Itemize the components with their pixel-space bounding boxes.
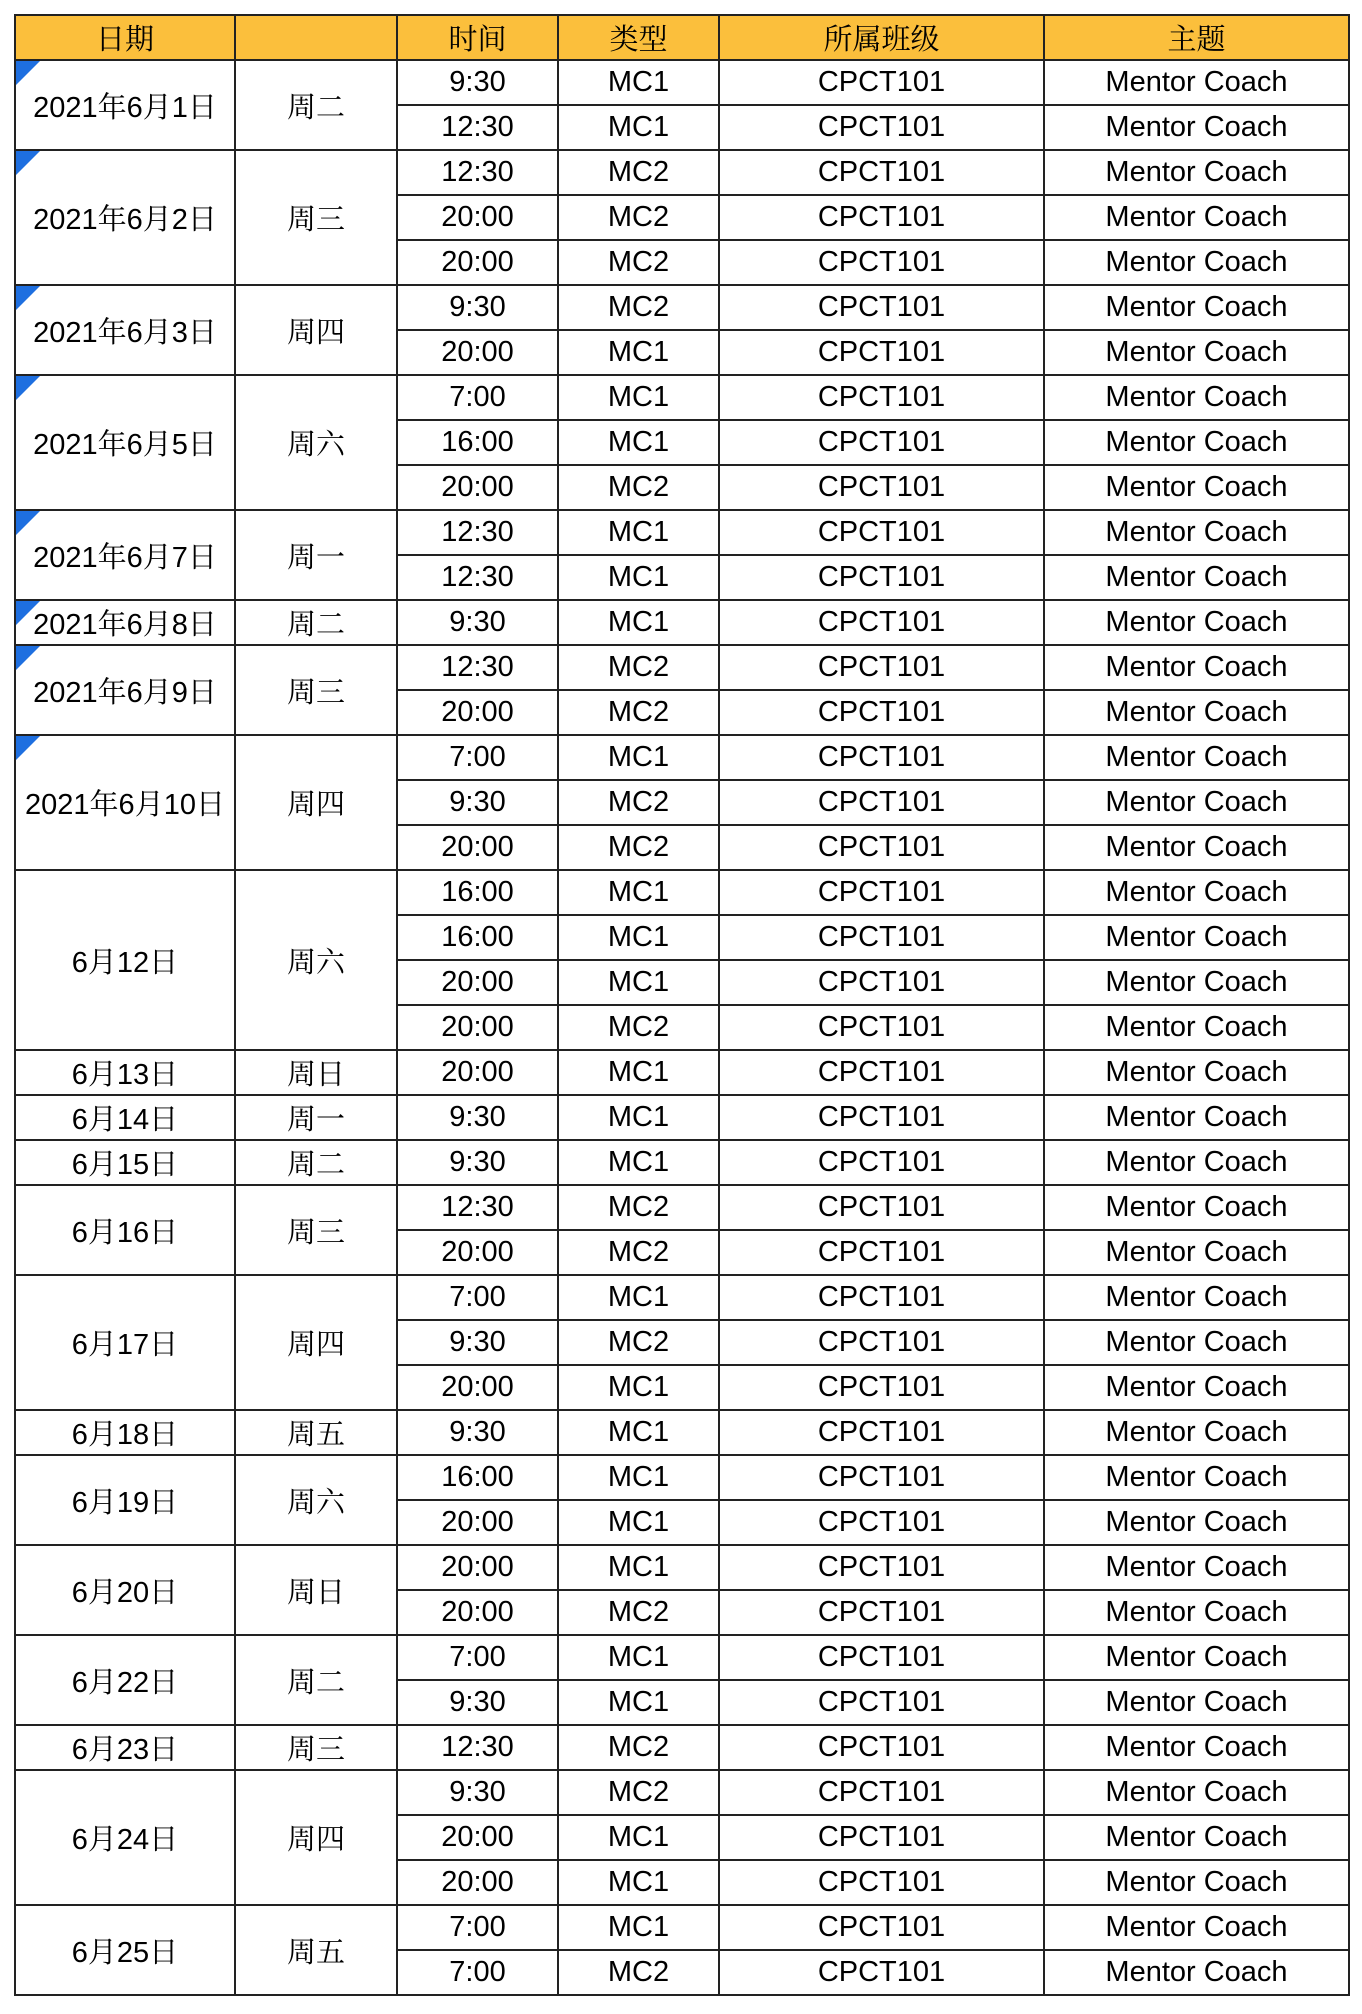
type-cell[interactable]: MC1: [558, 870, 719, 915]
type-cell[interactable]: MC2: [558, 150, 719, 195]
type-cell[interactable]: MC1: [558, 555, 719, 600]
date-text: 2021年6月9日: [33, 676, 217, 709]
weekday-cell[interactable]: 周二: [235, 60, 397, 150]
date-cell[interactable]: [15, 1725, 235, 1770]
time-cell[interactable]: 7:00: [397, 1275, 558, 1320]
comment-marker-icon: [16, 376, 40, 400]
weekday-cell[interactable]: 周六: [235, 1455, 397, 1545]
type-cell[interactable]: MC2: [558, 780, 719, 825]
type-cell[interactable]: MC2: [558, 690, 719, 735]
time-cell[interactable]: 20:00: [397, 1230, 558, 1275]
time-cell[interactable]: 20:00: [397, 1590, 558, 1635]
comment-marker-icon: [16, 511, 40, 535]
comment-marker-icon: [16, 151, 40, 175]
type-cell[interactable]: MC1: [558, 1275, 719, 1320]
class-cell[interactable]: CPCT101: [719, 645, 1044, 690]
class-cell[interactable]: CPCT101: [719, 330, 1044, 375]
topic-cell[interactable]: Mentor Coach: [1044, 330, 1349, 375]
time-cell[interactable]: 20:00: [397, 195, 558, 240]
time-cell[interactable]: 16:00: [397, 870, 558, 915]
type-cell[interactable]: MC1: [558, 60, 719, 105]
topic-cell[interactable]: Mentor Coach: [1044, 915, 1349, 960]
table-row: [15, 1050, 1349, 1095]
date-text: 6月17日: [71, 1329, 179, 1361]
topic-cell[interactable]: Mentor Coach: [1044, 600, 1349, 645]
weekday-cell[interactable]: 周三: [235, 645, 397, 735]
time-cell[interactable]: 9:30: [397, 1680, 558, 1725]
class-cell[interactable]: CPCT101: [719, 825, 1044, 870]
time-cell[interactable]: 20:00: [397, 1050, 558, 1095]
weekday-cell[interactable]: 周六: [235, 870, 397, 1050]
topic-cell[interactable]: Mentor Coach: [1044, 1905, 1349, 1950]
type-cell[interactable]: MC1: [558, 375, 719, 420]
date-text: 2021年6月7日: [33, 541, 217, 574]
type-cell[interactable]: MC1: [558, 1095, 719, 1140]
weekday-cell[interactable]: 周日: [235, 1545, 397, 1635]
table-row: [15, 1905, 1349, 1950]
date-cell[interactable]: [15, 1140, 235, 1185]
type-cell[interactable]: MC1: [558, 510, 719, 555]
date-text: 6月13日: [71, 1059, 179, 1091]
type-cell[interactable]: MC2: [558, 1320, 719, 1365]
topic-cell[interactable]: Mentor Coach: [1044, 960, 1349, 1005]
header-weekday: [235, 15, 397, 60]
table-row: [15, 600, 1349, 645]
table-row: [15, 1770, 1349, 1815]
class-cell[interactable]: CPCT101: [719, 105, 1044, 150]
date-cell[interactable]: [15, 1545, 235, 1635]
time-cell[interactable]: 20:00: [397, 690, 558, 735]
topic-cell[interactable]: Mentor Coach: [1044, 510, 1349, 555]
weekday-cell[interactable]: 周三: [235, 1725, 397, 1770]
topic-cell[interactable]: Mentor Coach: [1044, 195, 1349, 240]
class-cell[interactable]: CPCT101: [719, 375, 1044, 420]
date-cell[interactable]: [15, 60, 235, 150]
topic-cell[interactable]: Mentor Coach: [1044, 150, 1349, 195]
date-cell[interactable]: [15, 1770, 235, 1905]
type-cell[interactable]: MC2: [558, 1590, 719, 1635]
class-cell[interactable]: CPCT101: [719, 1005, 1044, 1050]
class-cell[interactable]: CPCT101: [719, 555, 1044, 600]
time-cell[interactable]: 9:30: [397, 600, 558, 645]
date-cell[interactable]: [15, 510, 235, 600]
date-text: 6月16日: [71, 1216, 179, 1249]
type-cell[interactable]: MC2: [558, 1005, 719, 1050]
topic-cell[interactable]: Mentor Coach: [1044, 1005, 1349, 1050]
class-cell[interactable]: CPCT101: [719, 1500, 1044, 1545]
topic-cell[interactable]: Mentor Coach: [1044, 1635, 1349, 1680]
type-cell[interactable]: MC2: [558, 825, 719, 870]
topic-cell[interactable]: Mentor Coach: [1044, 1455, 1349, 1500]
type-cell[interactable]: MC2: [558, 1725, 719, 1770]
class-cell[interactable]: CPCT101: [719, 1815, 1044, 1860]
table-row: [15, 1635, 1349, 1680]
class-cell[interactable]: CPCT101: [719, 195, 1044, 240]
topic-cell[interactable]: Mentor Coach: [1044, 60, 1349, 105]
header-date: 日期: [15, 15, 235, 60]
date-cell[interactable]: [15, 1095, 235, 1140]
time-cell[interactable]: 12:30: [397, 105, 558, 150]
class-cell[interactable]: CPCT101: [719, 285, 1044, 330]
date-cell[interactable]: [15, 1635, 235, 1725]
type-cell[interactable]: MC1: [558, 1365, 719, 1410]
topic-cell[interactable]: Mentor Coach: [1044, 870, 1349, 915]
date-cell[interactable]: [15, 1050, 235, 1095]
topic-cell[interactable]: Mentor Coach: [1044, 1545, 1349, 1590]
type-cell[interactable]: MC2: [558, 1230, 719, 1275]
time-cell[interactable]: 12:30: [397, 1185, 558, 1230]
table-row: [15, 1545, 1349, 1590]
date-text: 6月19日: [71, 1486, 179, 1519]
topic-cell[interactable]: Mentor Coach: [1044, 780, 1349, 825]
table-row: [15, 1185, 1349, 1230]
schedule-sheet: [14, 14, 1348, 1996]
date-cell[interactable]: [15, 375, 235, 510]
type-cell[interactable]: MC1: [558, 1680, 719, 1725]
topic-cell[interactable]: Mentor Coach: [1044, 645, 1349, 690]
topic-cell[interactable]: Mentor Coach: [1044, 1590, 1349, 1635]
table-row: [15, 60, 1349, 105]
time-cell[interactable]: 16:00: [397, 420, 558, 465]
type-cell[interactable]: MC1: [558, 1500, 719, 1545]
topic-cell[interactable]: Mentor Coach: [1044, 1050, 1349, 1095]
class-cell[interactable]: CPCT101: [719, 735, 1044, 780]
date-text: 6月12日: [71, 946, 179, 979]
topic-cell[interactable]: Mentor Coach: [1044, 1725, 1349, 1770]
schedule-body: [15, 60, 1349, 1995]
table-row: [15, 870, 1349, 915]
time-cell[interactable]: 7:00: [397, 735, 558, 780]
topic-cell[interactable]: Mentor Coach: [1044, 1815, 1349, 1860]
type-cell[interactable]: MC1: [558, 600, 719, 645]
type-cell[interactable]: MC2: [558, 195, 719, 240]
date-text: 6月25日: [71, 1936, 179, 1969]
type-cell[interactable]: MC2: [558, 240, 719, 285]
time-cell[interactable]: 9:30: [397, 1140, 558, 1185]
time-cell[interactable]: 7:00: [397, 1950, 558, 1995]
date-cell[interactable]: [15, 1455, 235, 1545]
weekday-cell[interactable]: 周一: [235, 510, 397, 600]
table-row: [15, 735, 1349, 780]
topic-cell[interactable]: Mentor Coach: [1044, 1860, 1349, 1905]
time-cell[interactable]: 20:00: [397, 1815, 558, 1860]
type-cell[interactable]: MC1: [558, 1455, 719, 1500]
weekday-cell[interactable]: 周五: [235, 1905, 397, 1995]
table-row: [15, 150, 1349, 195]
topic-cell[interactable]: Mentor Coach: [1044, 1950, 1349, 1995]
topic-cell[interactable]: Mentor Coach: [1044, 1185, 1349, 1230]
table-row: [15, 285, 1349, 330]
type-cell[interactable]: MC2: [558, 285, 719, 330]
class-cell[interactable]: CPCT101: [719, 1950, 1044, 1995]
class-cell[interactable]: CPCT101: [719, 1275, 1044, 1320]
topic-cell[interactable]: Mentor Coach: [1044, 375, 1349, 420]
table-row: [15, 1410, 1349, 1455]
type-cell[interactable]: MC1: [558, 1860, 719, 1905]
weekday-cell[interactable]: 周二: [235, 1140, 397, 1185]
topic-cell[interactable]: Mentor Coach: [1044, 1230, 1349, 1275]
class-cell[interactable]: CPCT101: [719, 1860, 1044, 1905]
type-cell[interactable]: MC1: [558, 420, 719, 465]
date-cell[interactable]: [15, 1275, 235, 1410]
topic-cell[interactable]: Mentor Coach: [1044, 1770, 1349, 1815]
comment-marker-icon: [16, 286, 40, 310]
weekday-cell[interactable]: 周二: [235, 600, 397, 645]
class-cell[interactable]: CPCT101: [719, 1320, 1044, 1365]
type-cell[interactable]: MC1: [558, 1050, 719, 1095]
header-row: [15, 15, 1349, 60]
table-row: [15, 1725, 1349, 1770]
class-cell[interactable]: CPCT101: [719, 1050, 1044, 1095]
type-cell[interactable]: MC1: [558, 1545, 719, 1590]
type-cell[interactable]: MC2: [558, 1770, 719, 1815]
type-cell[interactable]: MC1: [558, 1140, 719, 1185]
class-cell[interactable]: CPCT101: [719, 510, 1044, 555]
time-cell[interactable]: 12:30: [397, 1725, 558, 1770]
date-text: 2021年6月8日: [33, 609, 217, 641]
time-cell[interactable]: 9:30: [397, 285, 558, 330]
header-time: 时间: [397, 15, 558, 60]
topic-cell[interactable]: Mentor Coach: [1044, 690, 1349, 735]
table-row: [15, 1095, 1349, 1140]
table-row: [15, 645, 1349, 690]
weekday-cell[interactable]: 周三: [235, 1185, 397, 1275]
class-cell[interactable]: CPCT101: [719, 1365, 1044, 1410]
class-cell[interactable]: CPCT101: [719, 1545, 1044, 1590]
time-cell[interactable]: 7:00: [397, 375, 558, 420]
topic-cell[interactable]: Mentor Coach: [1044, 735, 1349, 780]
class-cell[interactable]: CPCT101: [719, 1770, 1044, 1815]
type-cell[interactable]: MC2: [558, 645, 719, 690]
comment-marker-icon: [16, 601, 40, 625]
topic-cell[interactable]: Mentor Coach: [1044, 1500, 1349, 1545]
class-cell[interactable]: CPCT101: [719, 240, 1044, 285]
topic-cell[interactable]: Mentor Coach: [1044, 1095, 1349, 1140]
table-row: [15, 1140, 1349, 1185]
topic-cell[interactable]: Mentor Coach: [1044, 105, 1349, 150]
date-cell[interactable]: [15, 600, 235, 645]
class-cell[interactable]: CPCT101: [719, 1410, 1044, 1455]
topic-cell[interactable]: Mentor Coach: [1044, 1410, 1349, 1455]
type-cell[interactable]: MC1: [558, 1905, 719, 1950]
date-cell[interactable]: [15, 285, 235, 375]
time-cell[interactable]: 20:00: [397, 825, 558, 870]
class-cell[interactable]: CPCT101: [719, 1140, 1044, 1185]
date-text: 2021年6月3日: [33, 316, 217, 349]
date-cell[interactable]: [15, 1410, 235, 1455]
type-cell[interactable]: MC1: [558, 1410, 719, 1455]
date-text: 2021年6月1日: [33, 91, 217, 124]
topic-cell[interactable]: Mentor Coach: [1044, 1680, 1349, 1725]
topic-cell[interactable]: Mentor Coach: [1044, 555, 1349, 600]
date-text: 6月24日: [71, 1824, 179, 1856]
date-text: 2021年6月5日: [33, 429, 217, 461]
time-cell[interactable]: 9:30: [397, 60, 558, 105]
class-cell[interactable]: CPCT101: [719, 690, 1044, 735]
time-cell[interactable]: 9:30: [397, 780, 558, 825]
class-cell[interactable]: CPCT101: [719, 60, 1044, 105]
type-cell[interactable]: MC1: [558, 105, 719, 150]
topic-cell[interactable]: Mentor Coach: [1044, 825, 1349, 870]
time-cell[interactable]: 9:30: [397, 1320, 558, 1365]
class-cell[interactable]: CPCT101: [719, 1725, 1044, 1770]
date-text: 6月20日: [71, 1576, 179, 1609]
type-cell[interactable]: MC1: [558, 1635, 719, 1680]
topic-cell[interactable]: Mentor Coach: [1044, 1140, 1349, 1185]
time-cell[interactable]: 12:30: [397, 510, 558, 555]
topic-cell[interactable]: Mentor Coach: [1044, 1365, 1349, 1410]
class-cell[interactable]: CPCT101: [719, 1680, 1044, 1725]
comment-marker-icon: [16, 61, 40, 85]
type-cell[interactable]: MC2: [558, 465, 719, 510]
type-cell[interactable]: MC1: [558, 1815, 719, 1860]
weekday-cell[interactable]: 周四: [235, 735, 397, 870]
weekday-cell[interactable]: 周四: [235, 285, 397, 375]
time-cell[interactable]: 20:00: [397, 330, 558, 375]
time-cell[interactable]: 20:00: [397, 1005, 558, 1050]
topic-cell[interactable]: Mentor Coach: [1044, 1275, 1349, 1320]
class-cell[interactable]: CPCT101: [719, 1230, 1044, 1275]
date-text: 2021年6月2日: [33, 204, 217, 236]
class-cell[interactable]: CPCT101: [719, 465, 1044, 510]
schedule-table: [14, 14, 1350, 1996]
date-cell[interactable]: [15, 645, 235, 735]
class-cell[interactable]: CPCT101: [719, 915, 1044, 960]
date-cell[interactable]: [15, 1905, 235, 1995]
weekday-cell[interactable]: 周二: [235, 1635, 397, 1725]
time-cell[interactable]: 16:00: [397, 1455, 558, 1500]
table-row: [15, 1455, 1349, 1500]
type-cell[interactable]: MC1: [558, 915, 719, 960]
class-cell[interactable]: CPCT101: [719, 1590, 1044, 1635]
time-cell[interactable]: 20:00: [397, 1365, 558, 1410]
topic-cell[interactable]: Mentor Coach: [1044, 240, 1349, 285]
time-cell[interactable]: 7:00: [397, 1905, 558, 1950]
table-row: [15, 375, 1349, 420]
time-cell[interactable]: 20:00: [397, 1860, 558, 1905]
date-text: 6月18日: [71, 1419, 179, 1451]
date-text: 6月15日: [71, 1149, 179, 1181]
time-cell[interactable]: 9:30: [397, 1410, 558, 1455]
weekday-cell[interactable]: 周六: [235, 375, 397, 510]
time-cell[interactable]: 20:00: [397, 960, 558, 1005]
time-cell[interactable]: 20:00: [397, 1545, 558, 1590]
time-cell[interactable]: 12:30: [397, 150, 558, 195]
time-cell[interactable]: 20:00: [397, 1500, 558, 1545]
header-class: 所属班级: [719, 15, 1044, 60]
weekday-cell[interactable]: 周四: [235, 1770, 397, 1905]
weekday-cell[interactable]: 周日: [235, 1050, 397, 1095]
class-cell[interactable]: CPCT101: [719, 1455, 1044, 1500]
comment-marker-icon: [16, 736, 40, 760]
time-cell[interactable]: 20:00: [397, 465, 558, 510]
weekday-cell[interactable]: 周五: [235, 1410, 397, 1455]
weekday-cell[interactable]: 周四: [235, 1275, 397, 1410]
time-cell[interactable]: 9:30: [397, 1095, 558, 1140]
table-row: [15, 510, 1349, 555]
type-cell[interactable]: MC2: [558, 1185, 719, 1230]
class-cell[interactable]: CPCT101: [719, 150, 1044, 195]
class-cell[interactable]: CPCT101: [719, 1095, 1044, 1140]
date-cell[interactable]: [15, 150, 235, 285]
type-cell[interactable]: MC1: [558, 960, 719, 1005]
class-cell[interactable]: CPCT101: [719, 1185, 1044, 1230]
time-cell[interactable]: 16:00: [397, 915, 558, 960]
class-cell[interactable]: CPCT101: [719, 780, 1044, 825]
weekday-cell[interactable]: 周一: [235, 1095, 397, 1140]
time-cell[interactable]: 9:30: [397, 1770, 558, 1815]
date-text: 2021年6月10日: [25, 789, 225, 821]
weekday-cell[interactable]: 周三: [235, 150, 397, 285]
date-text: 6月23日: [71, 1734, 179, 1766]
header-topic: 主题: [1044, 15, 1349, 60]
class-cell[interactable]: CPCT101: [719, 1905, 1044, 1950]
type-cell[interactable]: MC1: [558, 735, 719, 780]
date-text: 6月14日: [71, 1104, 179, 1136]
topic-cell[interactable]: Mentor Coach: [1044, 1320, 1349, 1365]
topic-cell[interactable]: Mentor Coach: [1044, 465, 1349, 510]
time-cell[interactable]: 12:30: [397, 555, 558, 600]
comment-marker-icon: [16, 646, 40, 670]
class-cell[interactable]: CPCT101: [719, 960, 1044, 1005]
class-cell[interactable]: CPCT101: [719, 420, 1044, 465]
class-cell[interactable]: CPCT101: [719, 870, 1044, 915]
date-text: 6月22日: [71, 1666, 179, 1699]
topic-cell[interactable]: Mentor Coach: [1044, 420, 1349, 465]
class-cell[interactable]: CPCT101: [719, 600, 1044, 645]
table-row: [15, 1275, 1349, 1320]
header-type: 类型: [558, 15, 719, 60]
topic-cell[interactable]: Mentor Coach: [1044, 285, 1349, 330]
time-cell[interactable]: 20:00: [397, 240, 558, 285]
time-cell[interactable]: 12:30: [397, 645, 558, 690]
date-cell[interactable]: [15, 870, 235, 1050]
type-cell[interactable]: MC2: [558, 1950, 719, 1995]
type-cell[interactable]: MC1: [558, 330, 719, 375]
date-cell[interactable]: [15, 735, 235, 870]
date-cell[interactable]: [15, 1185, 235, 1275]
time-cell[interactable]: 7:00: [397, 1635, 558, 1680]
class-cell[interactable]: CPCT101: [719, 1635, 1044, 1680]
